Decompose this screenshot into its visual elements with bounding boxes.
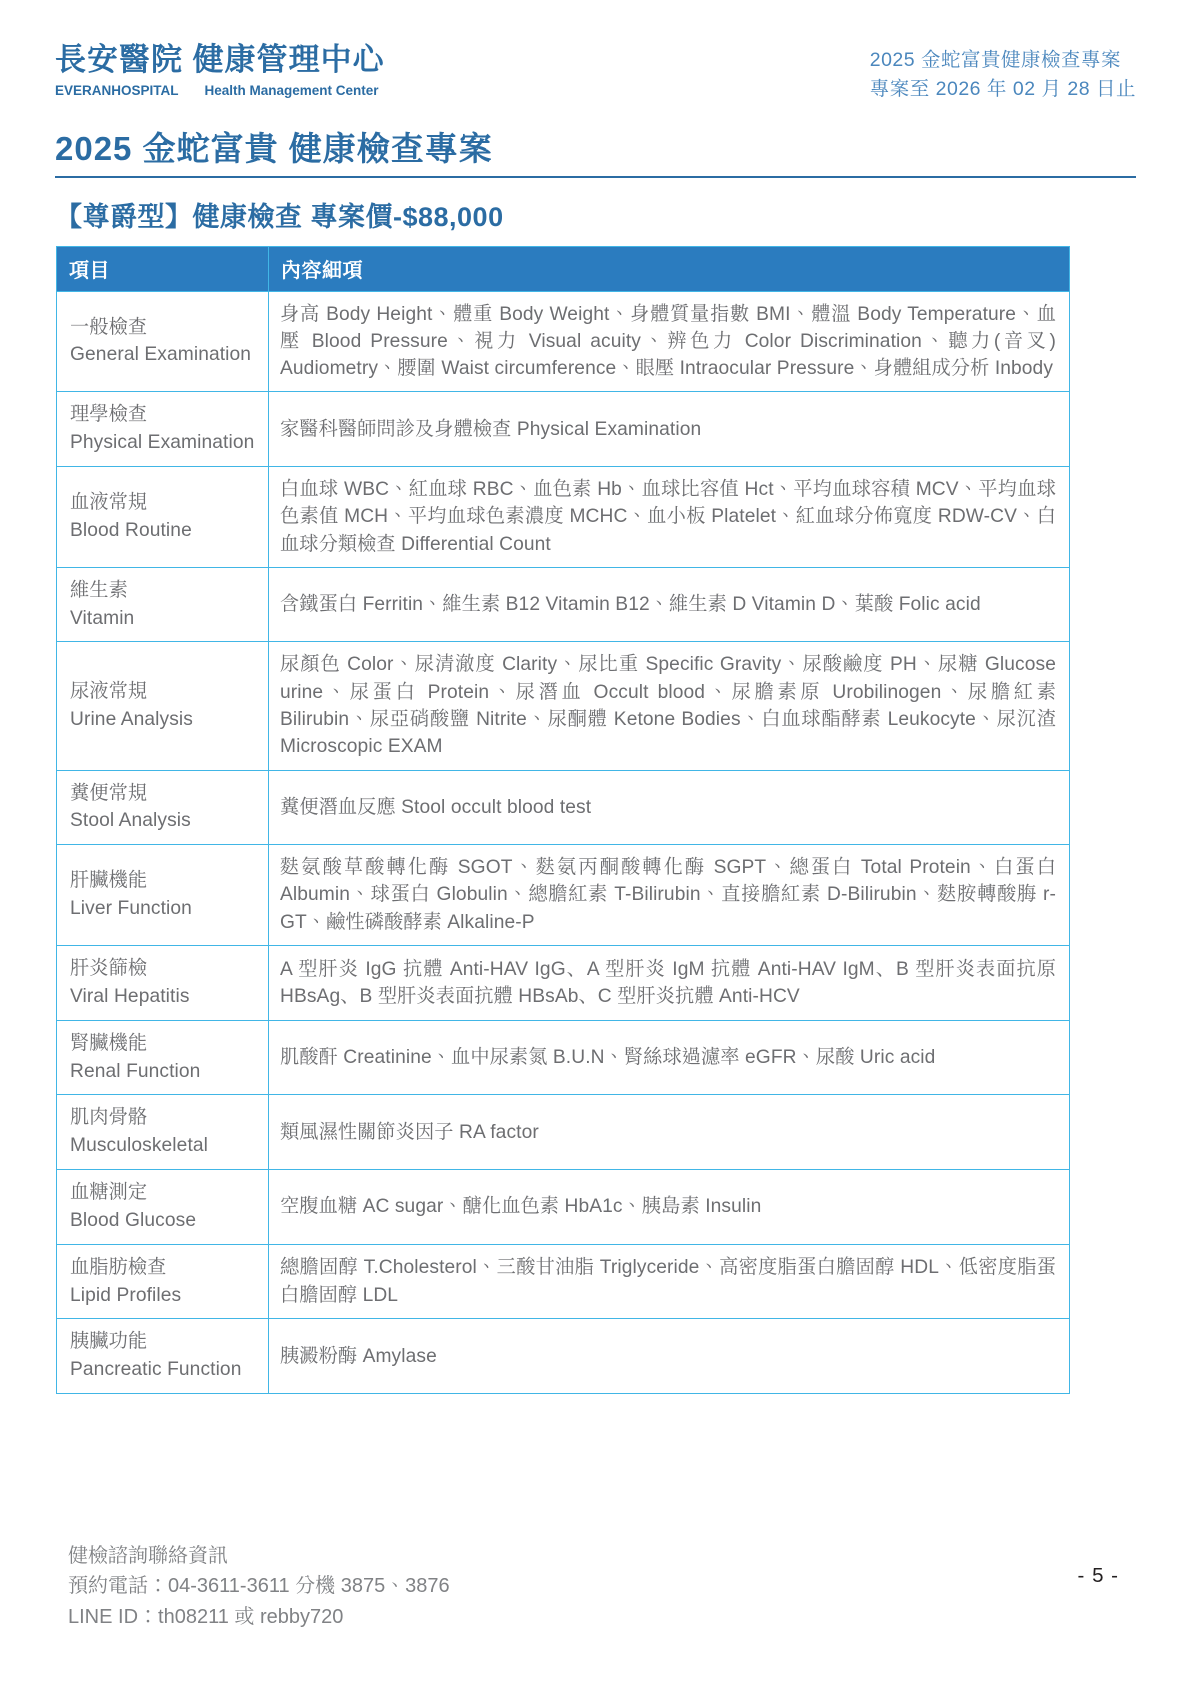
category-chinese: 血糖測定 [70,1182,148,1204]
promo-line-2: 專案至 2026 年 02 月 28 日止 [869,78,1136,101]
row-category [57,946,269,1021]
category-english: Pancreatic Function [70,1359,242,1381]
row-detail: 白血球 WBC、紅血球 RBC、血色素 Hb、血球比容值 Hct、平均血球容積 MCV、平均血球色素值 MCH、平均血球色素濃度 MCHC、血小板 Platelet、紅血球分佈寬度 RDW-CV、白血球分類檢查 Differential Count [269,466,1070,567]
category-english: Physical Examination [70,432,255,454]
row-category [57,466,269,567]
category-english: Viral Hepatitis [70,985,190,1007]
plan-price-title: 【尊爵型】健康檢查 專案價-$88,000 [55,201,504,232]
category-chinese: 胰臟功能 [70,1331,148,1353]
table-row [57,567,1070,642]
category-english: Vitamin [70,607,135,629]
row-category [57,1170,269,1245]
category-english: General Examination [70,344,252,366]
table-row [57,1319,1070,1394]
table-row [57,466,1070,567]
row-detail: 尿顏色 Color、尿清澈度 Clarity、尿比重 Specific Gravity、尿酸鹼度 PH、尿糖 Glucose urine、尿蛋白 Protein、尿潛血 Occult blood、尿膽素原 Urobilinogen、尿膽紅素 Bilirubin、尿亞硝酸鹽 Nitrite、尿酮體 Ketone Bodies、白血球酯酵素 Leukocyte、尿沉渣 Microscopic EXAM [269,642,1070,770]
page-title: 2025 金蛇富貴 健康檢查專案 [55,123,1136,178]
page-header [55,0,1136,105]
column-header-detail: 內容細項 [269,246,1070,291]
row-detail: 身高 Body Height、體重 Body Weight、身體質量指數 BMI、體溫 Body Temperature、血壓 Blood Pressure、視力 Visual acuity、辨色力 Color Discrimination、聽力(音叉) Audiometry、腰圍 Waist circumference、眼壓 Intraocular Pressure、身體組成分析 Inbody [269,291,1070,392]
row-detail: 類風濕性關節炎因子 RA factor [269,1095,1070,1170]
brand-en-main: EVERANHOSPITAL [55,83,179,98]
column-header-item: 項目 [57,246,269,291]
category-chinese: 肝炎篩檢 [70,958,148,980]
footer-line-2: 預約電話：04-3611-3611 分機 3875、3876 [68,1575,450,1598]
table-row [57,392,1070,467]
table-row [57,642,1070,770]
category-chinese: 肝臟機能 [70,870,148,892]
row-category [57,1319,269,1394]
table-row [57,291,1070,392]
row-detail: A 型肝炎 IgG 抗體 Anti-HAV IgG、A 型肝炎 IgM 抗體 Anti-HAV IgM、B 型肝炎表面抗原 HBsAg、B 型肝炎表面抗體 HBsAb、C 型肝炎抗體 Anti-HCV [269,946,1070,1021]
row-category [57,291,269,392]
category-chinese: 一般檢查 [70,316,148,338]
hospital-brand [55,44,385,98]
category-english: Liver Function [70,898,192,920]
row-detail: 含鐵蛋白 Ferritin、維生素 B12 Vitamin B12、維生素 D Vitamin D、葉酸 Folic acid [269,567,1070,642]
promo-line-1: 2025 金蛇富貴健康檢查專案 [869,49,1122,71]
brand-name-english [55,84,385,98]
category-english: Urine Analysis [70,709,193,730]
table-row [57,1170,1070,1245]
row-detail: 空腹血糖 AC sugar、醣化血色素 HbA1c、胰島素 Insulin [269,1170,1070,1245]
row-category [57,1244,269,1319]
category-chinese: 血液常規 [70,492,148,514]
table-row [57,770,1070,845]
row-category [57,642,269,770]
table-row [57,1095,1070,1170]
row-detail: 總膽固醇 T.Cholesterol、三酸甘油脂 Triglyceride、高密度脂蛋白膽固醇 HDL、低密度脂蛋白膽固醇 LDL [269,1244,1070,1319]
row-category [57,845,269,946]
row-category [57,1020,269,1095]
table-row [57,946,1070,1021]
category-english: Blood Routine [70,519,192,541]
category-english: Stool Analysis [70,810,191,832]
row-detail: 胰澱粉酶 Amylase [269,1319,1070,1394]
category-english: Lipid Profiles [70,1284,182,1306]
category-english: Renal Function [70,1060,201,1082]
brand-en-sub: Health Management Center [204,83,379,98]
promo-note [870,44,1136,105]
exam-items-table [56,246,1070,1395]
category-chinese: 理學檢查 [70,404,148,426]
category-english: Musculoskeletal [70,1135,209,1157]
page-number: - 5 - [1077,1564,1119,1587]
row-detail: 糞便潛血反應 Stool occult blood test [269,770,1070,845]
footer-line-1: 健檢諮詢聯絡資訊 [68,1544,228,1567]
table-row [57,1244,1070,1319]
category-chinese: 尿液常規 [70,681,148,703]
footer-line-3: LINE ID：th08211 或 rebby720 [68,1605,344,1628]
table-row [57,1020,1070,1095]
table-row [57,845,1070,946]
contact-footer [68,1541,450,1632]
category-english: Blood Glucose [70,1209,197,1231]
row-category [57,1095,269,1170]
row-detail: 肌酸酐 Creatinine、血中尿素氮 B.U.N、腎絲球過濾率 eGFR、尿酸 Uric acid [269,1020,1070,1095]
row-category [57,392,269,467]
category-chinese: 腎臟機能 [70,1032,148,1054]
category-chinese: 維生素 [70,579,128,601]
row-category [57,770,269,845]
table-header-row [57,246,1070,291]
row-detail: 家醫科醫師問診及身體檢查 Physical Examination [269,392,1070,467]
row-category [57,567,269,642]
category-chinese: 血脂肪檢查 [70,1256,167,1278]
category-chinese: 糞便常規 [70,782,148,804]
table-body [57,291,1070,1394]
category-chinese: 肌肉骨骼 [70,1107,148,1129]
brand-name-chinese: 長安醫院 健康管理中心 [55,42,385,77]
row-detail: 麩氨酸草酸轉化酶 SGOT、麩氨丙酮酸轉化酶 SGPT、總蛋白 Total Protein、白蛋白 Albumin、球蛋白 Globulin、總膽紅素 T-Bilirubin、直接膽紅素 D-Bilirubin、麩胺轉酸脢 r-GT、鹼性磷酸酵素 Alkaline-P [269,845,1070,946]
